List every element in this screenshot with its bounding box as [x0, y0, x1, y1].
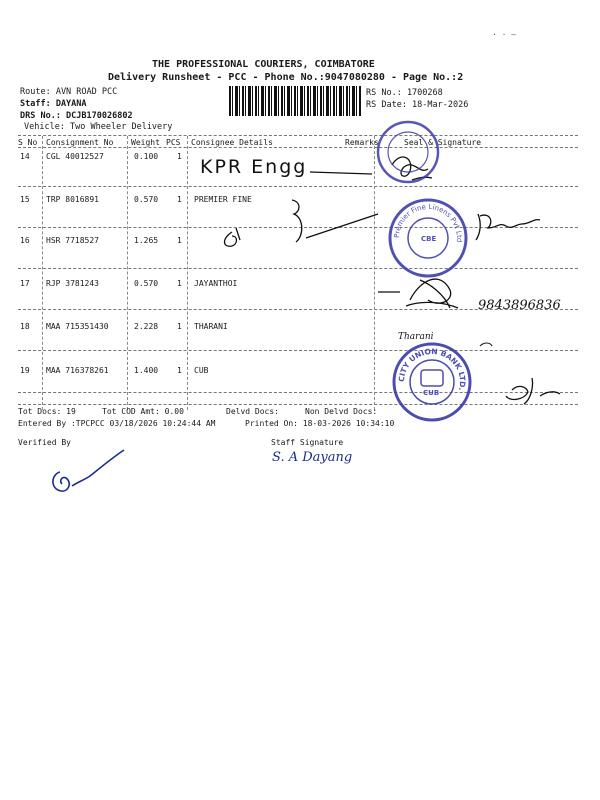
row-sno: 15 — [20, 195, 30, 204]
row-consignee: THARANI — [194, 322, 228, 331]
header-pcs: PCS — [166, 138, 181, 147]
non-delivered-docs: Non Delvd Docs: — [305, 407, 378, 416]
stamp-cub-center: CUB — [423, 389, 440, 397]
stamp-cub — [394, 344, 470, 420]
stamp-top — [378, 122, 438, 182]
header-consignee: Consignee Details — [191, 138, 273, 147]
handwritten-consignee: KPR Engg — [200, 156, 308, 178]
row-pcs: 1 — [177, 195, 182, 204]
header-remarks: Remarks — [345, 138, 379, 147]
row14-signature — [310, 157, 432, 180]
row15-marks — [292, 200, 540, 242]
staff-signature-label: Staff Signature — [271, 438, 344, 447]
row-consignee: PREMIER FINE — [194, 195, 252, 204]
drs-label: DRS No.: DCJB170026802 — [20, 111, 133, 121]
row-sno: 16 — [20, 236, 30, 245]
rs-number: RS No.: 1700268 — [366, 88, 443, 98]
row-pcs: 1 — [177, 366, 182, 375]
handwritten-tharani: Tharani — [398, 332, 434, 342]
row-consignment: RJP 3781243 — [46, 279, 99, 288]
printed-on: Printed On: 18-03-2026 10:34:10 — [245, 419, 395, 428]
row-weight: 2.228 — [134, 322, 159, 331]
row-sno: 19 — [20, 366, 30, 375]
row-sno: 17 — [20, 279, 30, 288]
header-seal: Seal & Signature — [404, 138, 482, 147]
stamp-premier — [390, 200, 466, 276]
row-pcs: 1 — [177, 236, 182, 245]
row-sno: 14 — [20, 152, 30, 161]
header-consignment: Consignment No — [46, 138, 114, 147]
stamp-cub-text: CITY UNION BANK LTD. — [396, 346, 468, 392]
vehicle-label: Vehicle: Two Wheeler Delivery — [24, 122, 173, 132]
row17-signature — [378, 279, 458, 308]
row-weight: 1.400 — [134, 366, 159, 375]
row19-signature — [506, 378, 560, 404]
verified-by-label: Verified By — [18, 438, 71, 447]
total-cod: Tot COD Amt: 0.00 — [102, 407, 184, 416]
row-consignee: CUB — [194, 366, 209, 375]
row-weight: 0.570 — [134, 279, 159, 288]
staff-handwritten-signature: S. A Dayang — [272, 450, 353, 465]
row-weight: 0.570 — [134, 195, 159, 204]
row-consignment: MAA 715351430 — [46, 322, 109, 331]
row-weight: 0.100 — [134, 152, 159, 161]
row-consignment: CGL 40012527 — [46, 152, 104, 161]
row-pcs: 1 — [177, 279, 182, 288]
header-weight: Weight — [131, 138, 160, 147]
verified-signature — [53, 450, 124, 491]
row-consignee: JAYANTHOI — [194, 279, 238, 288]
delivered-docs: Delvd Docs: — [226, 407, 279, 416]
handwritten-phone: 9843896836 — [478, 298, 561, 313]
staff-label: Staff: DAYANA — [20, 99, 87, 109]
header-sno: S No — [18, 138, 38, 147]
row-pcs: 1 — [177, 152, 182, 161]
total-docs: Tot Docs: 19 — [18, 407, 76, 416]
row-pcs: 1 — [177, 322, 182, 331]
company-title: THE PROFESSIONAL COURIERS, COIMBATORE — [152, 59, 375, 70]
stamp-premier-text: Premier Fine Linens Pvt Ltd — [392, 202, 464, 243]
row-consignment: HSR 7718527 — [46, 236, 99, 245]
stamp-premier-center: CBE — [421, 235, 437, 243]
top-mark: · · – — [492, 30, 517, 39]
route-label: Route: AVN ROAD PCC — [20, 87, 118, 97]
entered-by: Entered By :TPCPCC 03/18/2026 10:24:44 AM — [18, 419, 216, 428]
row-consignment: MAA 716378261 — [46, 366, 109, 375]
row-sno: 18 — [20, 322, 30, 331]
runsheet-subtitle: Delivery Runsheet - PCC - Phone No.:9047080280 - Page No.:2 — [108, 72, 464, 83]
rs-date: RS Date: 18-Mar-2026 — [366, 100, 469, 110]
row-consignment: TRP 8016891 — [46, 195, 99, 204]
row16-ditto — [225, 228, 241, 246]
row-weight: 1.265 — [134, 236, 159, 245]
